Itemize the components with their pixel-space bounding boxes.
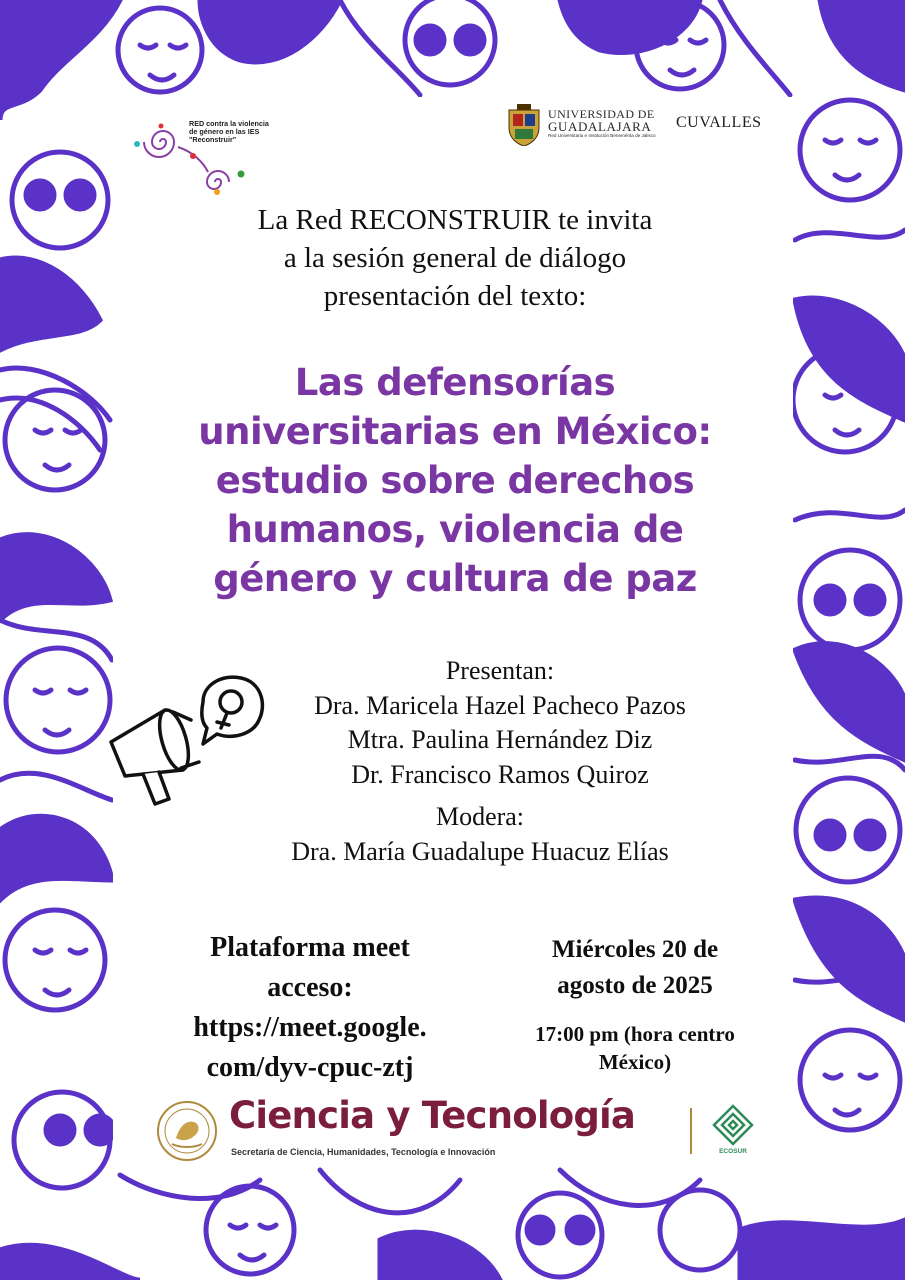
ecosur-label: ECOSUR — [719, 1148, 747, 1155]
speakers-heading: Presentan: — [445, 656, 555, 685]
date-line: Miércoles 20 de — [551, 936, 719, 963]
udg-wordmark — [548, 108, 656, 139]
udg-line-2: GUADALAJARA — [548, 119, 652, 134]
intro-line: presentación del texto: — [323, 280, 587, 312]
red-logo-line: RED contra la violencia — [189, 119, 269, 128]
title-line: Las defensorías — [294, 361, 616, 404]
intro-text — [150, 201, 760, 315]
speaker-name: Dra. Maricela Hazel Pacheco Pazos — [314, 690, 686, 720]
megaphone-icon — [103, 672, 268, 812]
title-line: estudio sobre derechos — [215, 459, 695, 502]
moderator-block — [240, 800, 720, 869]
meet-link[interactable]: https://meet.google. — [193, 1012, 427, 1043]
title-line: humanos, violencia de — [226, 508, 684, 551]
title-line: género y cultura de paz — [213, 557, 697, 600]
cyt-subtitle: Secretaría de Ciencia, Humanidades, Tecnología e Innovación — [231, 1147, 496, 1157]
access-line: Plataforma meet — [210, 932, 410, 963]
time-line: México) — [598, 1050, 672, 1074]
speaker-name: Dr. Francisco Ramos Quiroz — [351, 759, 649, 789]
date-line: agosto de 2025 — [557, 972, 713, 999]
udg-crest-icon — [507, 104, 541, 146]
udg-line-3: Red Universitaria e Institución Benemérita de Jalisco — [548, 133, 656, 138]
access-line: acceso: — [267, 972, 353, 1003]
cyt-title: Ciencia y Tecnología — [229, 1094, 636, 1137]
red-logo-line: de género en las IES — [189, 127, 260, 136]
ecosur-logo-icon — [712, 1104, 754, 1146]
speakers-block — [270, 654, 730, 792]
footer-divider — [690, 1108, 692, 1154]
moderator-name: Dra. María Guadalupe Huacuz Elías — [291, 836, 669, 866]
event-date — [505, 932, 765, 1004]
intro-line: La Red RECONSTRUIR te invita — [257, 204, 653, 236]
mexico-seal-icon — [156, 1100, 218, 1162]
red-logo-line: "Reconstruir" — [189, 135, 237, 144]
red-logo-text — [189, 120, 299, 144]
campus-label: CUVALLES — [676, 114, 762, 131]
speaker-name: Mtra. Paulina Hernández Diz — [347, 725, 653, 754]
udg-line-1: UNIVERSIDAD DE — [548, 107, 655, 121]
book-title — [143, 358, 767, 603]
event-time — [505, 1020, 765, 1076]
time-line: 17:00 pm (hora centro — [535, 1022, 735, 1046]
intro-line: a la sesión general de diálogo — [283, 242, 627, 274]
meet-link[interactable]: com/dyv-cpuc-ztj — [206, 1052, 414, 1083]
title-line: universitarias en México: — [198, 410, 712, 453]
moderator-heading: Modera: — [435, 802, 525, 831]
access-info — [150, 928, 470, 1088]
